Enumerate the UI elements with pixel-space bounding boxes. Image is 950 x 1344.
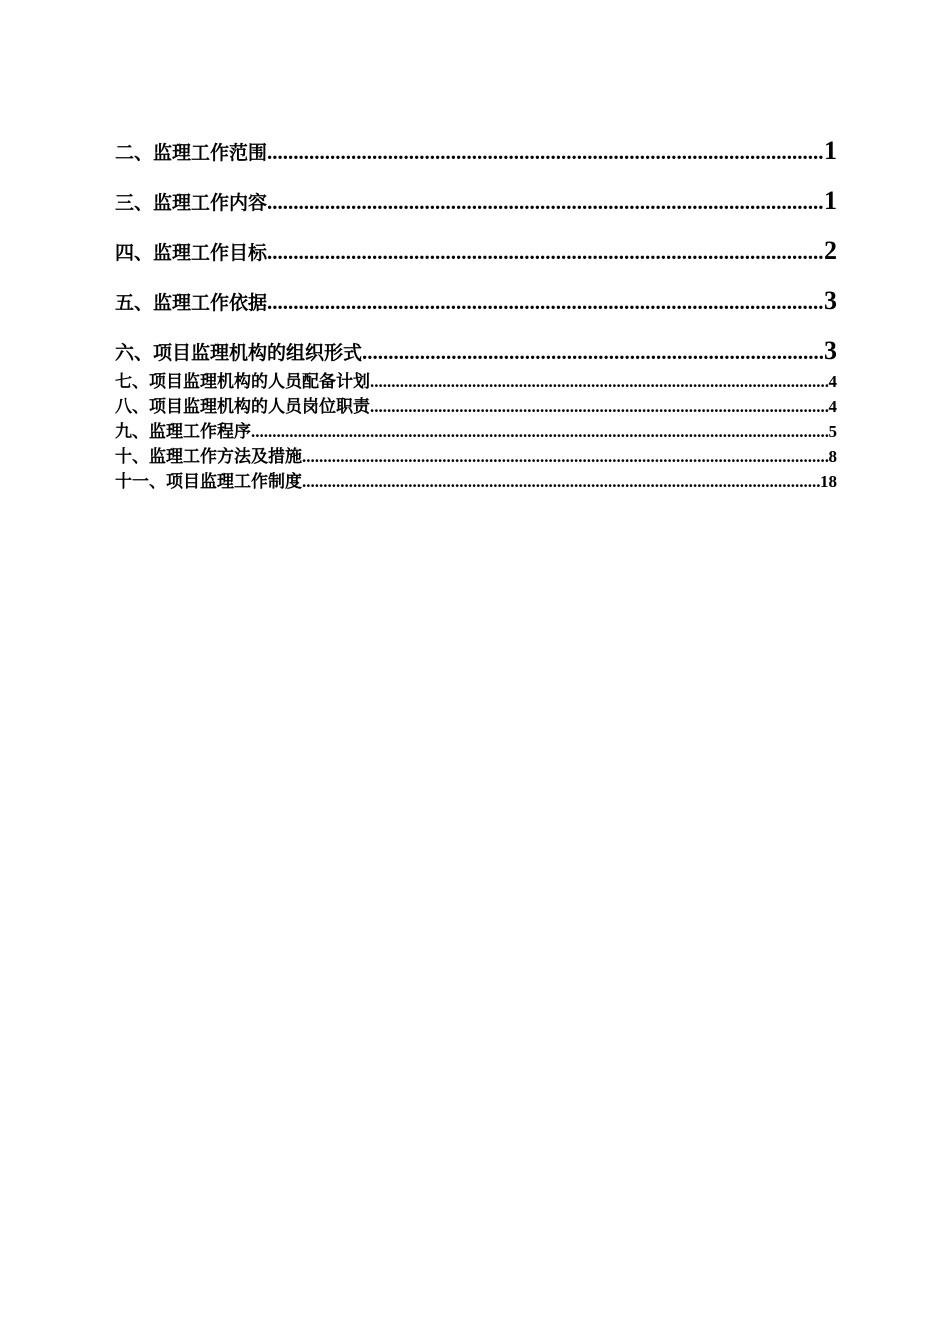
- toc-dot-leader: [302, 444, 829, 469]
- toc-dot-leader: [362, 334, 824, 369]
- toc-entry-title: 六、项目监理机构的组织形式: [115, 342, 363, 364]
- toc-dot-leader: [267, 234, 824, 270]
- toc-dot-leader: [267, 184, 824, 220]
- toc-entry-content[interactable]: [115, 183, 837, 233]
- toc-entry-title: 九、监理工作程序: [115, 422, 251, 442]
- toc-entry-title: 十、监理工作方法及措施: [115, 447, 302, 467]
- toc-page-number: 8: [828, 447, 837, 466]
- toc-entry-title: 四、监理工作目标: [115, 242, 268, 264]
- toc-page-number: 3: [824, 286, 837, 315]
- toc-dot-leader: [267, 134, 824, 170]
- toc-entry-title: 七、项目监理机构的人员配备计划: [115, 372, 370, 392]
- toc-entry-objectives[interactable]: [115, 233, 837, 283]
- toc-dot-leader: [251, 419, 829, 444]
- toc-entry-responsibilities[interactable]: [115, 394, 837, 419]
- toc-entry-title: 十一、项目监理工作制度: [115, 472, 302, 492]
- toc-page-number: 4: [828, 397, 837, 416]
- toc-entry-title: 八、项目监理机构的人员岗位职责: [115, 397, 370, 417]
- toc-entry-procedures[interactable]: [115, 419, 837, 444]
- toc-entry-organization[interactable]: [115, 333, 837, 369]
- toc-page-number: 4: [828, 372, 837, 391]
- toc-dot-leader: [370, 369, 829, 394]
- toc-entry-title: 三、监理工作内容: [115, 192, 268, 214]
- table-of-contents: [115, 133, 837, 494]
- toc-page-number: 18: [820, 472, 837, 491]
- toc-page-number: 1: [824, 136, 837, 165]
- toc-page-number: 1: [824, 186, 837, 215]
- toc-entry-rules[interactable]: [115, 469, 837, 494]
- toc-entry-title: 五、监理工作依据: [115, 292, 268, 314]
- toc-page-number: 5: [828, 422, 837, 441]
- toc-entry-methods[interactable]: [115, 444, 837, 469]
- toc-dot-leader: [370, 394, 829, 419]
- toc-dot-leader: [267, 284, 824, 320]
- toc-page-number: 2: [824, 236, 837, 265]
- toc-entry-title: 二、监理工作范围: [115, 142, 268, 164]
- toc-page-number: 3: [824, 336, 837, 365]
- toc-dot-leader: [302, 469, 820, 494]
- toc-entry-staffing-plan[interactable]: [115, 369, 837, 394]
- toc-entry-scope[interactable]: [115, 133, 837, 183]
- toc-entry-basis[interactable]: [115, 283, 837, 333]
